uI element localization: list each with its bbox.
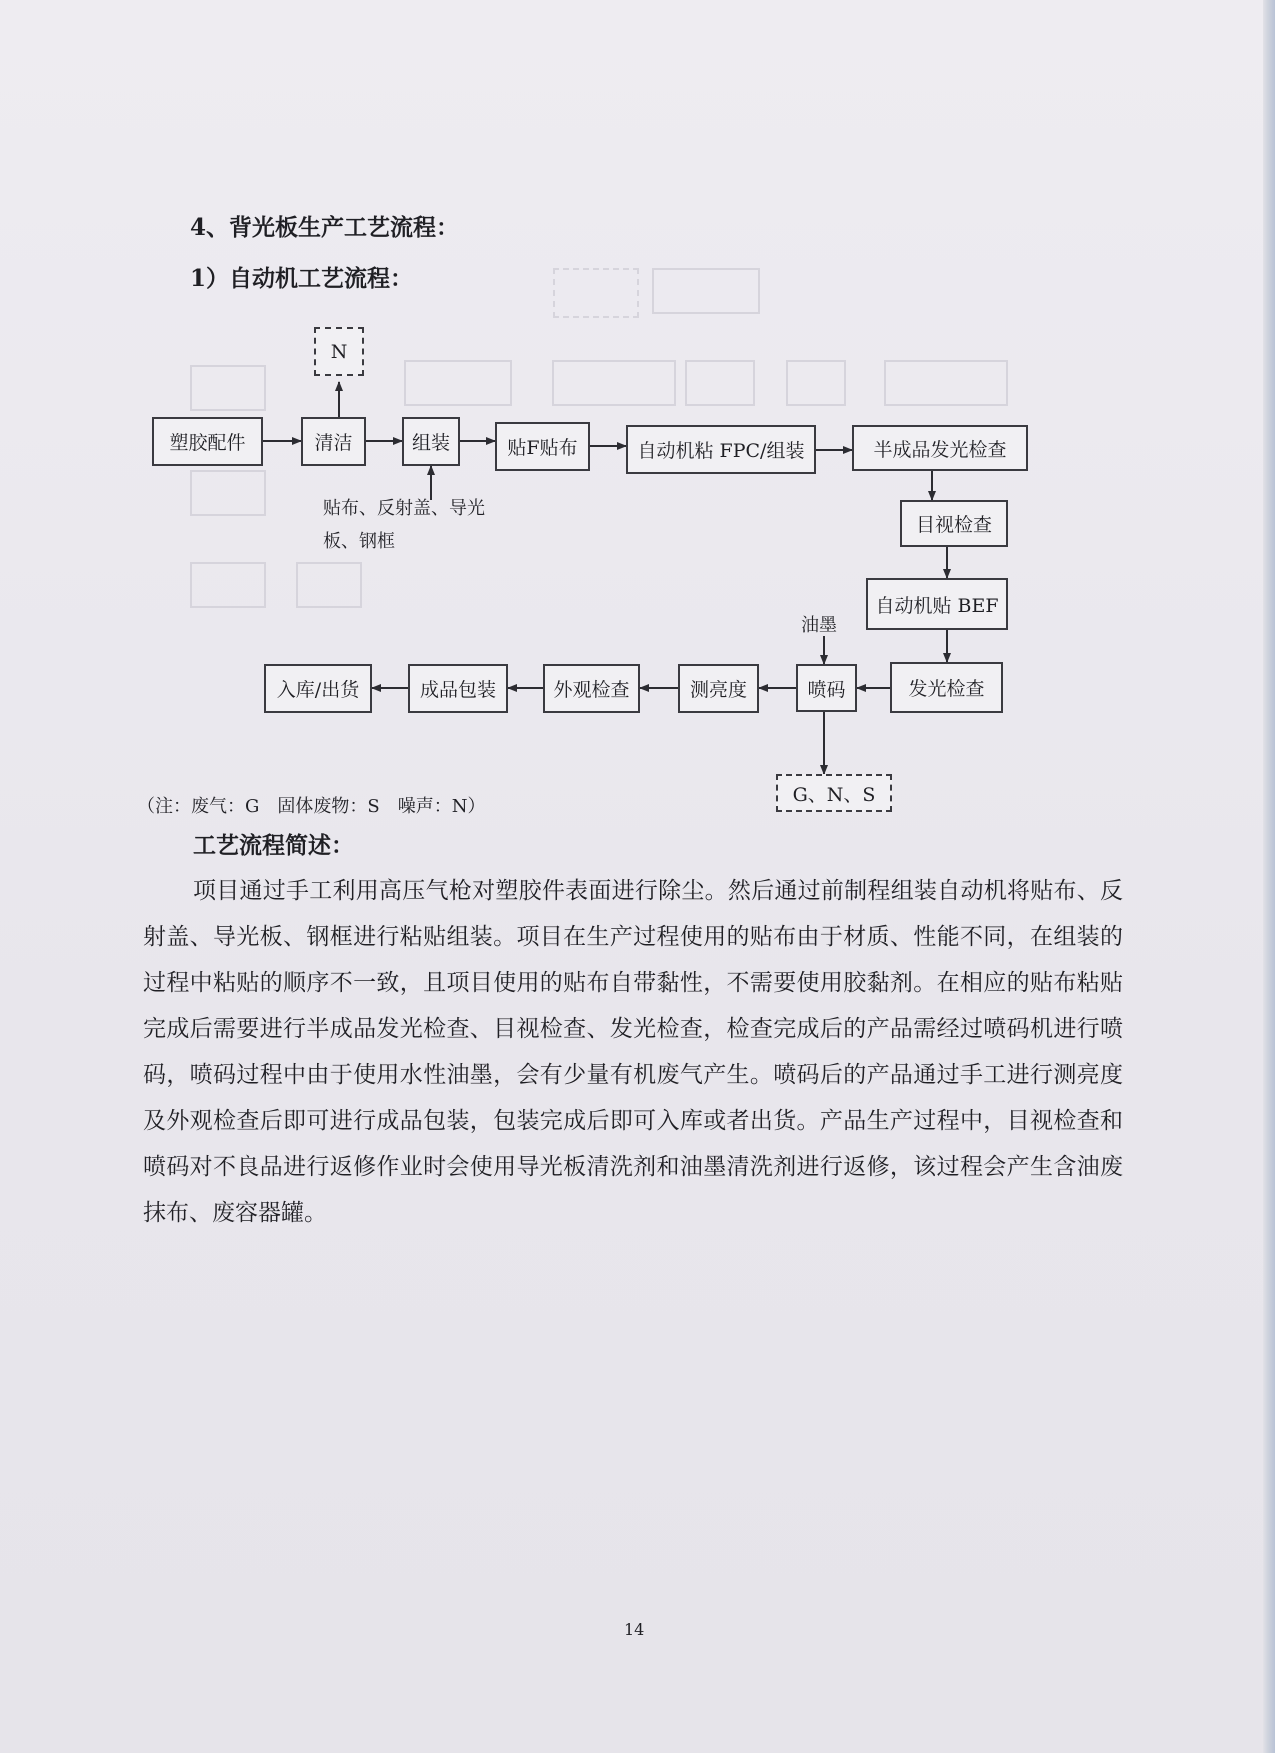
step-glow-check: 发光检查 bbox=[890, 662, 1003, 713]
page-number: 14 bbox=[624, 1620, 645, 1639]
step-brightness: 测亮度 bbox=[678, 664, 759, 713]
step-auto-fpc: 自动机粘 FPC/组装 bbox=[626, 425, 816, 474]
step-warehouse: 入库/出货 bbox=[264, 664, 372, 713]
subsection-heading: 1）自动机工艺流程： bbox=[190, 265, 414, 292]
step-appearance-check: 外观检查 bbox=[543, 664, 640, 713]
step-packaging: 成品包装 bbox=[408, 664, 508, 713]
step-attach-f-cloth: 贴F贴布 bbox=[495, 422, 590, 471]
process-description-title: 工艺流程简述： bbox=[193, 832, 354, 859]
materials-note-line2: 板、钢框 bbox=[323, 531, 395, 552]
description-paragraph: 项目通过手工利用高压气枪对塑胶件表面进行除尘。然后通过前制程组装自动机将贴布、反射盖、导光板、钢框进行粘贴组装。项目在生产过程使用的贴布由于材质、性能不同，在组装的过程中粘贴的顺序不一致，且项目使用的贴布自带黏性，不需要使用胶黏剂。在相应的贴布粘贴完成后需要进行半成品发光检查、目视检查、发光检查，检查完成后的产品需经过喷码机进行喷码，喷码过程中由于使用水性油墨，会有少量有机废气产生。喷码后的产品通过手工进行测亮度及外观检查后即可进行成品包装，包装完成后即可入库或者出货。产品生产过程中，目视检查和喷码对不良品进行返修作业时会使用导光板清洗剂和油墨清洗剂进行返修，该过程会产生含油废抹布、废容器罐。 bbox=[143, 878, 1123, 1226]
step-semi-glow-check: 半成品发光检查 bbox=[852, 425, 1028, 471]
materials-note-line1: 贴布、反射盖、导光 bbox=[323, 498, 485, 519]
ink-note: 油墨 bbox=[801, 615, 837, 636]
legend-note: （注：废气：G 固体废物：S 噪声：N） bbox=[137, 796, 486, 817]
step-cleaning: 清洁 bbox=[301, 417, 366, 466]
emission-gns-box: G、N、S bbox=[776, 774, 892, 812]
step-inkjet: 喷码 bbox=[796, 664, 857, 712]
step-assembly: 组装 bbox=[402, 417, 460, 466]
step-plastic-parts: 塑胶配件 bbox=[152, 417, 263, 466]
process-description-body bbox=[143, 868, 1123, 1236]
step-auto-bef: 自动机贴 BEF bbox=[866, 578, 1008, 630]
section-heading: 4、背光板生产工艺流程： bbox=[190, 214, 460, 241]
step-visual-check: 目视检查 bbox=[900, 500, 1008, 547]
emission-noise-box: N bbox=[314, 327, 364, 376]
